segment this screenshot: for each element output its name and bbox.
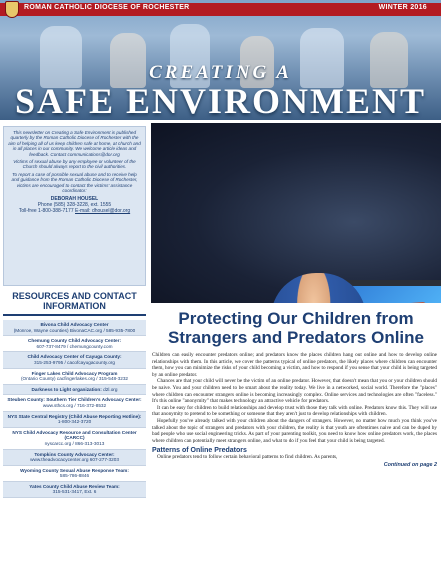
article-paragraph: It can be easy for children to build relationships and develop trust with those they talk with online. Predators know this. They will use that anonymity to pretend to be something or someone that they aren't just to develop relationships with children. [152, 404, 437, 418]
resources-title: RESOURCES AND CONTACT INFORMATION [3, 289, 146, 316]
sidebar [0, 123, 149, 573]
resource-item [3, 482, 146, 498]
contact-email-link[interactable]: E-mail: dhousel@dor.org [75, 208, 131, 215]
article-paragraph: Online predators tend to follow certain behavioral patterns to find children. As parents, [157, 454, 338, 461]
newsletter-title-line2: SAFE ENVIRONMENT [14, 81, 427, 120]
child-figure [271, 273, 366, 303]
resource-name: Bivona Child Advocacy Center [40, 322, 109, 327]
masthead [0, 0, 441, 120]
article-paragraph: Chances are that your child will never be the victim of an online predator. However, that doesn't mean that you or your children should be naive. You and your children need to be smart about the reality today. We live in a networked, social world. Therefore the "places" where children can encounter strangers online is becoming increasingly complex. Online services and technologies are often "faceless." It's this online "anonymity" that makes technology an attractive vehicle for predators. [152, 378, 437, 405]
resource-detail[interactable]: d2l.org [103, 386, 118, 392]
resource-item [3, 385, 146, 396]
resource-name: Finger Lakes Child Advocacy Program [31, 370, 118, 376]
newsletter-title-line1: CREATING A [149, 62, 292, 83]
article-paragraph: Hopefully you've already talked with your children about the dangers of strangers. However, no matter how much you think you've talked about the topic of strangers and predators with your children, the reality is that youth are oftentimes naive and can be duped by bad people who use social engineering tricks. As part of your parenting toolkit, you need to know how online predators work, the places where children can potentially meet strangers online, and what to do if you feel that your child is being targeted. [152, 417, 437, 444]
resource-item [3, 395, 146, 411]
resource-name: Darkness to Light organization: [31, 386, 102, 392]
victims-text: Victims of sexual abuse by any employee or volunteer of the Church should always report to the civil authorities. [13, 159, 136, 170]
resource-detail[interactable]: 1-800-342-3720 [57, 419, 92, 425]
resource-item [3, 450, 146, 466]
resource-item [3, 466, 146, 482]
resource-item [3, 369, 146, 385]
article-paragraph: Children can easily encounter predators online; and predators know the places children hang out online and how to develop online relationships with them. In this article, we cover the patterns typical of online predators, the likely places where children can encounter them, how you can minimize the risks of your child becoming a victim, and how to respond if you sense that your child is being targeted by an online predator. [152, 352, 437, 378]
contact-name: DEBORAH HOUSEL [50, 196, 99, 203]
resource-name: Child Advocacy Center of Cayuga County: [27, 354, 122, 360]
article-subhead: Patterns of Online Predators [152, 447, 247, 455]
resource-name: Steuben County: Southern Tier Children's Advocacy Center: [7, 397, 142, 403]
resources-list [3, 320, 146, 498]
screen-sign [365, 302, 429, 303]
resource-item [3, 320, 146, 336]
issue-date: WINTER 2016 [378, 4, 427, 11]
resource-item [3, 352, 146, 368]
resource-detail[interactable]: (Ontario County) cacfingerlakes.org / 315-548-3232 [20, 376, 129, 382]
resource-detail[interactable]: www.theadvocacycenter.org 607-277-3203 [30, 457, 119, 463]
continued-note: Continued on page 2 [383, 461, 437, 468]
resource-detail[interactable]: 315-253-9795 / cacofcayugacounty.org [34, 359, 115, 365]
intro-box [3, 126, 146, 286]
report-text: To report a case of possible sexual abuse and to receive help and guidance from the Roman Catholic Diocese of Rochester, victims are encouraged to contact the victims' assistance coordinator: [11, 171, 138, 194]
resource-item [3, 336, 146, 352]
resource-name: Yates County Child Abuse Review Team: [29, 483, 120, 489]
resource-detail[interactable]: www.sthcs.org / 716-372-8532 [42, 402, 107, 408]
resource-name: NYS State Central Registry (Child Abuse Reporting Hotline): [7, 413, 142, 419]
resource-detail[interactable]: 315-531-3417, Ext. 6 [52, 489, 97, 495]
resource-item [3, 412, 146, 428]
contact-tollfree: Toll-free 1-800-388-7177 [18, 208, 74, 215]
intro-text: This newsletter on Creating a Safe Environment is published quarterly by the Roman Catholic Diocese of Rochester with the aim of helping all of us keep children safe at home, at church and in all places in our community. We welcome article ideas and feedback. Contact communications@dor.org [8, 130, 141, 157]
resource-name: Wyoming County Sexual Abuse Response Team: [20, 467, 129, 473]
contact-tollfree-email [8, 208, 141, 214]
resource-name: Chemung County Child Advocacy Center: [27, 338, 122, 344]
resource-detail[interactable]: nyscarcc.org / 866-313-3013 [44, 440, 105, 446]
article-body [152, 352, 437, 468]
resource-detail[interactable]: 607-737-8479 / chemungcounty.com [36, 343, 113, 349]
resource-inline [3, 387, 146, 393]
diocese-name: ROMAN CATHOLIC DIOCESE OF ROCHESTER [24, 4, 190, 11]
article-photo [151, 123, 441, 303]
resource-item [3, 428, 146, 450]
resource-detail[interactable]: (Monroe, Wayne counties) BivonaCAC.org / 585-935-7800 [13, 327, 136, 333]
resource-name: Tompkins County Advocacy Center: [34, 451, 115, 457]
resource-name: NYS Child Advocacy Resource and Consultation Center (CARCC) [12, 429, 137, 441]
diocese-crest-icon [5, 1, 19, 18]
article-headline: Protecting Our Children from Strangers and Predators Online [167, 309, 424, 347]
resource-detail[interactable]: 585-786-8846 [59, 473, 90, 479]
contact-phone: Phone (585) 328-3228, ext. 1555 [37, 202, 112, 209]
